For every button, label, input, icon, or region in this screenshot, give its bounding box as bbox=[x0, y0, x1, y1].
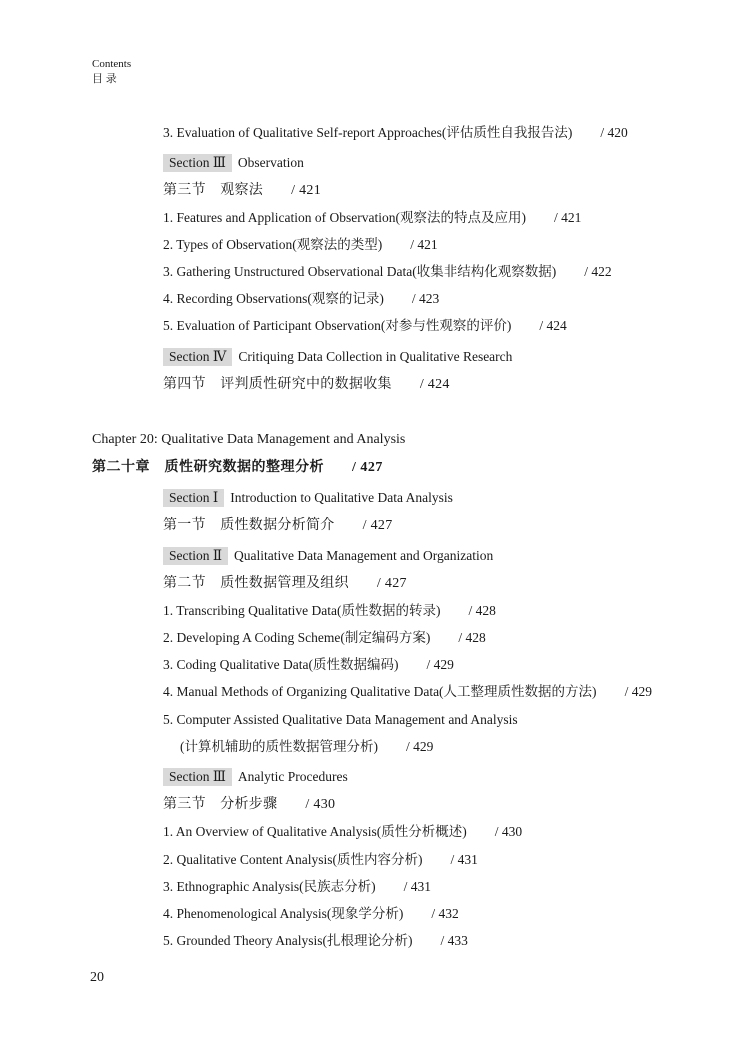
section-heading-cn bbox=[163, 575, 407, 593]
entry-title: 第一节 质性数据分析简介 bbox=[163, 518, 335, 533]
toc-entry bbox=[163, 602, 496, 620]
running-head-en: Contents bbox=[92, 58, 132, 70]
entry-title: 第三节 分析步骤 bbox=[163, 797, 278, 812]
entry-page: / 428 bbox=[458, 630, 486, 645]
entry-page: / 424 bbox=[539, 318, 567, 333]
toc-entry bbox=[180, 738, 433, 756]
page-number: 20 bbox=[90, 970, 104, 985]
entry-page: / 423 bbox=[411, 291, 440, 306]
entry-page: / 433 bbox=[440, 933, 468, 948]
entry-page: / 421 bbox=[291, 183, 321, 198]
entry-title: Critiquing Data Collection in Qualitative Research bbox=[238, 349, 513, 364]
section-heading bbox=[163, 348, 512, 366]
entry-page: / 428 bbox=[468, 603, 496, 618]
entry-title: Introduction to Qualitative Data Analysis bbox=[230, 490, 453, 505]
section-heading-cn bbox=[163, 517, 393, 535]
entry-title: 4. Recording Observations(观察的记录) bbox=[163, 291, 384, 306]
entry-page: / 427 bbox=[362, 518, 393, 533]
entry-page: / 431 bbox=[403, 879, 431, 894]
entry-page: / 430 bbox=[494, 824, 523, 839]
toc-entry bbox=[163, 124, 628, 142]
toc-entry bbox=[163, 236, 438, 254]
toc-entry bbox=[163, 823, 522, 841]
entry-title: 3. Ethnographic Analysis(民族志分析) bbox=[163, 879, 376, 894]
entry-page: / 430 bbox=[305, 797, 336, 812]
entry-title: 2. Types of Observation(观察法的类型) bbox=[163, 237, 383, 252]
section-badge: Section Ⅱ bbox=[163, 547, 228, 565]
toc-entry bbox=[163, 932, 468, 950]
entry-page: / 422 bbox=[584, 264, 612, 279]
section-badge: Section Ⅲ bbox=[163, 768, 232, 786]
toc-entry bbox=[163, 905, 459, 923]
entry-page: / 429 bbox=[426, 657, 454, 672]
entry-title: 1. Features and Application of Observation(观察法的特点及应用) bbox=[163, 210, 526, 225]
entry-page: / 429 bbox=[624, 684, 652, 699]
section-badge: Section Ⅲ bbox=[163, 154, 232, 172]
entry-page: / 421 bbox=[553, 210, 582, 225]
entry-title: 1. Transcribing Qualitative Data(质性数据的转录) bbox=[163, 603, 441, 618]
entry-title: Analytic Procedures bbox=[237, 769, 348, 784]
entry-title: (计算机辅助的质性数据管理分析) bbox=[180, 739, 378, 754]
toc-entry bbox=[163, 317, 567, 335]
entry-title: 4. Manual Methods of Organizing Qualitative Data(人工整理质性数据的方法) bbox=[163, 684, 597, 699]
entry-title: 2. Qualitative Content Analysis(质性内容分析) bbox=[163, 852, 423, 867]
running-head bbox=[92, 57, 131, 87]
entry-title: 5. Evaluation of Participant Observation(对参与性观察的评价) bbox=[163, 318, 512, 333]
entry-title: 第二十章 质性研究数据的整理分析 bbox=[92, 460, 324, 475]
chapter-heading bbox=[92, 459, 383, 477]
entry-page: / 431 bbox=[450, 852, 478, 867]
entry-title: 第二节 质性数据管理及组织 bbox=[163, 576, 349, 591]
toc-entry bbox=[163, 878, 431, 896]
chapter-heading bbox=[92, 431, 405, 449]
toc-entry bbox=[163, 851, 478, 869]
entry-title: Observation bbox=[237, 155, 304, 170]
entry-page: / 421 bbox=[410, 237, 438, 252]
entry-page: / 427 bbox=[376, 576, 407, 591]
toc-entry bbox=[163, 629, 486, 647]
section-badge: Section Ⅰ bbox=[163, 489, 224, 507]
entry-title: 5. Grounded Theory Analysis(扎根理论分析) bbox=[163, 933, 413, 948]
entry-title: 3. Gathering Unstructured Observational Data(收集非结构化观察数据) bbox=[163, 264, 557, 279]
toc-entry bbox=[163, 263, 612, 281]
toc-entry bbox=[163, 209, 581, 227]
running-head-cn: 目 录 bbox=[92, 73, 117, 85]
section-badge: Section Ⅳ bbox=[163, 348, 232, 366]
entry-title: 第四节 评判质性研究中的数据收集 bbox=[163, 377, 392, 392]
entry-title: 1. An Overview of Qualitative Analysis(质性分析概述) bbox=[163, 824, 467, 839]
entry-title: 5. Computer Assisted Qualitative Data Management and Analysis bbox=[163, 712, 518, 727]
toc-entry bbox=[163, 290, 439, 308]
entry-title: 2. Developing A Coding Scheme(制定编码方案) bbox=[163, 630, 431, 645]
entry-title: 3. Coding Qualitative Data(质性数据编码) bbox=[163, 657, 399, 672]
toc-entry bbox=[163, 656, 454, 674]
section-heading bbox=[163, 768, 348, 786]
entry-title: Qualitative Data Management and Organization bbox=[234, 548, 494, 563]
toc-entry bbox=[163, 711, 518, 729]
entry-title: 3. Evaluation of Qualitative Self-report Approaches(评估质性自我报告法) bbox=[163, 125, 573, 140]
toc-entry bbox=[163, 683, 652, 701]
section-heading bbox=[163, 489, 453, 507]
section-heading bbox=[163, 154, 304, 172]
entry-page: / 429 bbox=[406, 739, 434, 754]
section-heading-cn bbox=[163, 796, 335, 814]
entry-page: / 432 bbox=[431, 906, 459, 921]
section-heading-cn bbox=[163, 182, 321, 200]
section-heading-cn bbox=[163, 376, 450, 394]
entry-title: 第三节 观察法 bbox=[163, 183, 264, 198]
entry-page: / 427 bbox=[352, 460, 383, 475]
entry-title: 4. Phenomenological Analysis(现象学分析) bbox=[163, 906, 404, 921]
entry-title: Chapter 20: Qualitative Data Management and Analysis bbox=[92, 432, 406, 447]
entry-page: / 424 bbox=[419, 377, 450, 392]
section-heading bbox=[163, 547, 493, 565]
entry-page: / 420 bbox=[600, 125, 628, 140]
